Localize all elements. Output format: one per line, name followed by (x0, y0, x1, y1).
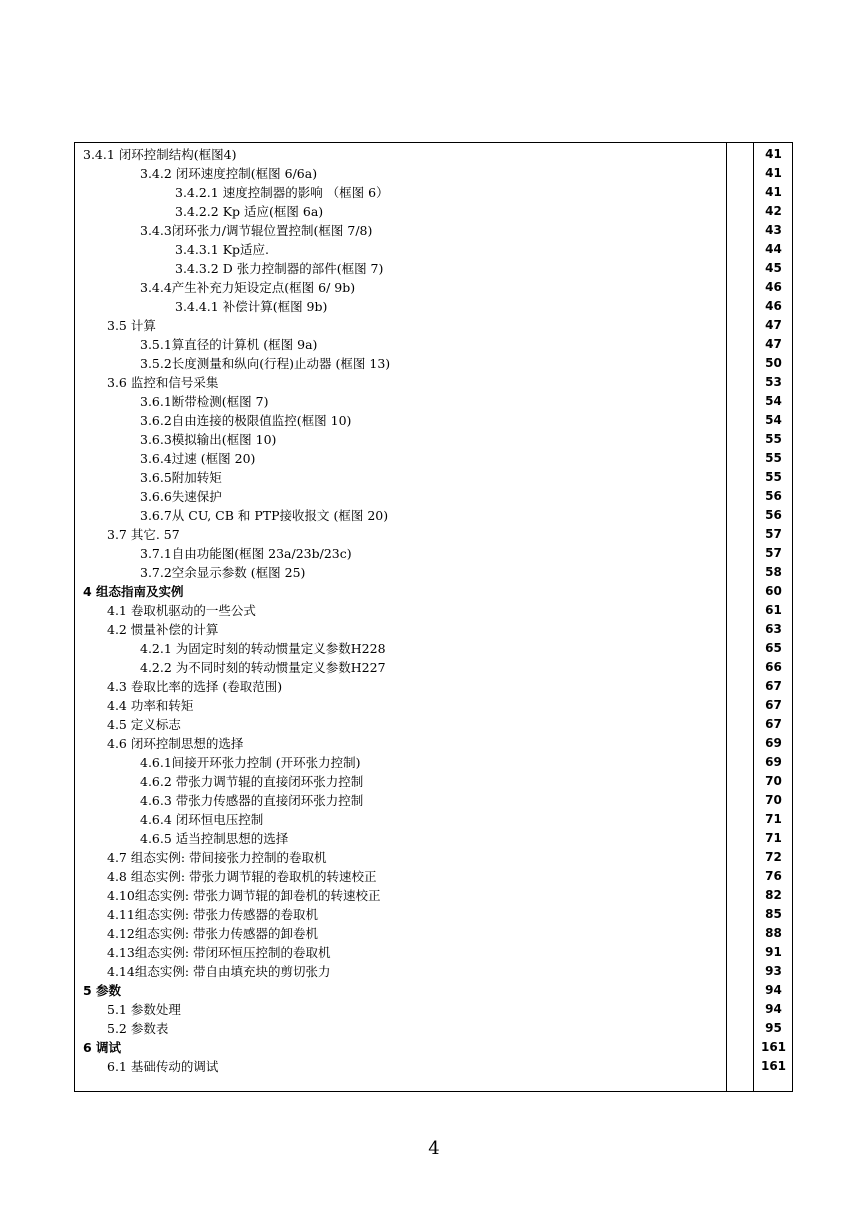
toc-entry-title: 3.7.2空余显示参数 (框图 25) (140, 565, 306, 580)
toc-entry-page: 76 (765, 869, 782, 883)
toc-entry (75, 734, 792, 753)
toc-entry-title: 4.2.2 为不同时刻的转动惯量定义参数H227 (140, 660, 386, 675)
toc-entry (75, 886, 792, 905)
toc-entry (75, 1000, 792, 1019)
toc-entry (75, 145, 792, 164)
toc-entry (75, 392, 792, 411)
toc-entry-page: 93 (765, 964, 782, 978)
toc-entry-page: 54 (765, 394, 782, 408)
toc-entry-page: 161 (760, 1059, 787, 1073)
toc-entry-title: 3.7 其它. 57 (107, 527, 180, 542)
toc-entry (75, 582, 792, 601)
toc-entry-page: 161 (760, 1040, 787, 1054)
toc-entry (75, 544, 792, 563)
toc-entry-title: 3.6.4过速 (框图 20) (140, 451, 256, 466)
toc-entry-title: 3.6.1断带检测(框图 7) (140, 394, 269, 409)
toc-entry (75, 848, 792, 867)
toc-entry-title: 3.6.2自由连接的极限值监控(框图 10) (140, 413, 352, 428)
toc-entry-page: 67 (765, 717, 782, 731)
toc-entry (75, 772, 792, 791)
toc-entry-page: 94 (765, 1002, 782, 1016)
toc-entry-title: 4.7 组态实例: 带间接张力控制的卷取机 (107, 850, 327, 865)
toc-entry (75, 259, 792, 278)
toc-entry (75, 677, 792, 696)
toc-entry-title: 3.4.3.2 D 张力控制器的部件(框图 7) (175, 261, 384, 276)
toc-entry-page: 91 (765, 945, 782, 959)
toc-entry-title: 3.4.4产生补充力矩设定点(框图 6/ 9b) (140, 280, 356, 295)
toc-entry (75, 240, 792, 259)
toc-entry (75, 202, 792, 221)
toc-entry (75, 696, 792, 715)
toc-entry (75, 943, 792, 962)
toc-entry-page: 67 (765, 679, 782, 693)
toc-entry-page: 47 (765, 318, 782, 332)
toc-entry (75, 164, 792, 183)
toc-entry (75, 791, 792, 810)
toc-entry-page: 71 (765, 831, 782, 845)
toc-entry (75, 278, 792, 297)
toc-entry-title: 3.5 计算 (107, 318, 156, 333)
toc-entry-title: 3.6.7从 CU, CB 和 PTP接收报文 (框图 20) (140, 508, 389, 523)
toc-entry-page: 88 (765, 926, 782, 940)
toc-entry-title: 3.4.4.1 补偿计算(框图 9b) (175, 299, 328, 314)
toc-entry-page: 71 (765, 812, 782, 826)
toc-entry-page: 42 (765, 204, 782, 218)
toc-entry (75, 1019, 792, 1038)
toc-entry (75, 658, 792, 677)
toc-entry-page: 57 (765, 546, 782, 560)
toc-entry-title: 5 参数 (83, 983, 122, 998)
toc-entry (75, 430, 792, 449)
toc-entry-page: 85 (765, 907, 782, 921)
toc-entry-page: 41 (765, 185, 782, 199)
toc-entry (75, 753, 792, 772)
toc-entry-title: 4.4 功率和转矩 (107, 698, 194, 713)
toc-entry (75, 639, 792, 658)
toc-entry-page: 61 (765, 603, 782, 617)
toc-entry (75, 981, 792, 1000)
toc-entry (75, 506, 792, 525)
toc-entry-page: 55 (765, 451, 782, 465)
toc-entry-title: 3.4.3.1 Kp适应. (175, 242, 270, 257)
toc-entry-title: 3.6 监控和信号采集 (107, 375, 219, 390)
toc-entry-title: 4.6.5 适当控制思想的选择 (140, 831, 289, 846)
toc-entry-page: 95 (765, 1021, 782, 1035)
toc-entry (75, 316, 792, 335)
toc-entry (75, 924, 792, 943)
toc-entry (75, 354, 792, 373)
toc-entry-page: 66 (765, 660, 782, 674)
toc-entry-title: 4.6.3 带张力传感器的直接闭环张力控制 (140, 793, 364, 808)
toc-entry-title: 6 调试 (83, 1040, 122, 1055)
toc-entry-title: 4.8 组态实例: 带张力调节辊的卷取机的转速校正 (107, 869, 377, 884)
toc-entry-page: 43 (765, 223, 782, 237)
toc-entry (75, 525, 792, 544)
toc-entry-page: 46 (765, 299, 782, 313)
toc-entry-title: 4.6 闭环控制思想的选择 (107, 736, 244, 751)
toc-entry (75, 183, 792, 202)
toc-entry-page: 63 (765, 622, 782, 636)
toc-entry (75, 1057, 792, 1076)
toc-entry (75, 373, 792, 392)
toc-table (74, 142, 793, 1092)
toc-entry (75, 221, 792, 240)
toc-entry-page: 82 (765, 888, 782, 902)
toc-entry (75, 715, 792, 734)
toc-entry-page: 56 (765, 489, 782, 503)
toc-entry-title: 6.1 基础传动的调试 (107, 1059, 219, 1074)
toc-entry-page: 55 (765, 432, 782, 446)
toc-entry (75, 810, 792, 829)
toc-entry-title: 5.2 参数表 (107, 1021, 169, 1036)
toc-entry-title: 4.13组态实例: 带闭环恒压控制的卷取机 (107, 945, 331, 960)
toc-entry-title: 4.2 惯量补偿的计算 (107, 622, 219, 637)
toc-entry (75, 468, 792, 487)
toc-entry-title: 4.14组态实例: 带自由填充块的剪切张力 (107, 964, 331, 979)
toc-entry (75, 601, 792, 620)
toc-entry (75, 563, 792, 582)
toc-entry (75, 449, 792, 468)
toc-entry-title: 5.1 参数处理 (107, 1002, 181, 1017)
toc-entry-title: 4.10组态实例: 带张力调节辊的卸卷机的转速校正 (107, 888, 381, 903)
toc-entry-title: 4.3 卷取比率的选择 (卷取范围) (107, 679, 283, 694)
toc-entry-page: 69 (765, 755, 782, 769)
toc-entry (75, 867, 792, 886)
toc-entry-title: 3.6.6失速保护 (140, 489, 222, 504)
toc-entry (75, 335, 792, 354)
toc-entry-page: 65 (765, 641, 782, 655)
toc-entry-page: 41 (765, 147, 782, 161)
toc-entry-page: 44 (765, 242, 782, 256)
toc-entry-title: 4.11组态实例: 带张力传感器的卷取机 (107, 907, 319, 922)
toc-entry-page: 94 (765, 983, 782, 997)
toc-entry-title: 3.4.2 闭环速度控制(框图 6/6a) (140, 166, 318, 181)
toc-entry-title: 4.2.1 为固定时刻的转动惯量定义参数H228 (140, 641, 386, 656)
toc-entry-page: 56 (765, 508, 782, 522)
toc-entry-title: 4.6.4 闭环恒电压控制 (140, 812, 264, 827)
toc-entry (75, 905, 792, 924)
toc-entry-title: 4.12组态实例: 带张力传感器的卸卷机 (107, 926, 319, 941)
toc-entry-page: 70 (765, 793, 782, 807)
toc-entry (75, 411, 792, 430)
toc-entry-page: 41 (765, 166, 782, 180)
toc-entry-title: 3.6.5附加转矩 (140, 470, 222, 485)
toc-entry-title: 4.6.1间接开环张力控制 (开环张力控制) (140, 755, 361, 770)
toc-entry-title: 4.1 卷取机驱动的一些公式 (107, 603, 256, 618)
toc-entry (75, 487, 792, 506)
toc-entry-page: 47 (765, 337, 782, 351)
toc-entry-title: 3.7.1自由功能图(框图 23a/23b/23c) (140, 546, 352, 561)
toc-entry-page: 58 (765, 565, 782, 579)
toc-entry-page: 69 (765, 736, 782, 750)
toc-entry-title: 4.5 定义标志 (107, 717, 181, 732)
toc-entry-title: 3.4.2.1 速度控制器的影响 （框图 6） (175, 185, 389, 200)
toc-entry-page: 72 (765, 850, 782, 864)
toc-entry-title: 3.4.3闭环张力/调节辊位置控制(框图 7/8) (140, 223, 373, 238)
toc-entry-page: 55 (765, 470, 782, 484)
toc-entry-title: 4.6.2 带张力调节辊的直接闭环张力控制 (140, 774, 364, 789)
toc-entry-page: 60 (765, 584, 782, 598)
toc-entry-title: 3.4.1 闭环控制结构(框图4) (83, 147, 237, 162)
toc-entry-page: 57 (765, 527, 782, 541)
toc-entry-title: 3.6.3模拟输出(框图 10) (140, 432, 277, 447)
toc-entry-page: 50 (765, 356, 782, 370)
toc-entry (75, 829, 792, 848)
toc-entry-page: 53 (765, 375, 782, 389)
toc-entry-title: 4 组态指南及实例 (83, 584, 184, 599)
toc-entry-title: 3.5.1算直径的计算机 (框图 9a) (140, 337, 318, 352)
toc-entry (75, 620, 792, 639)
toc-entry-page: 45 (765, 261, 782, 275)
toc-entry-page: 67 (765, 698, 782, 712)
toc-entry-page: 46 (765, 280, 782, 294)
toc-entry-title: 3.5.2长度测量和纵向(行程)止动器 (框图 13) (140, 356, 391, 371)
toc-entry-page: 54 (765, 413, 782, 427)
toc-entry-page: 70 (765, 774, 782, 788)
toc-entry-title: 3.4.2.2 Kp 适应(框图 6a) (175, 204, 324, 219)
page-number: 4 (428, 1138, 440, 1159)
toc-entry (75, 1038, 792, 1057)
toc-entry (75, 962, 792, 981)
toc-entry (75, 297, 792, 316)
